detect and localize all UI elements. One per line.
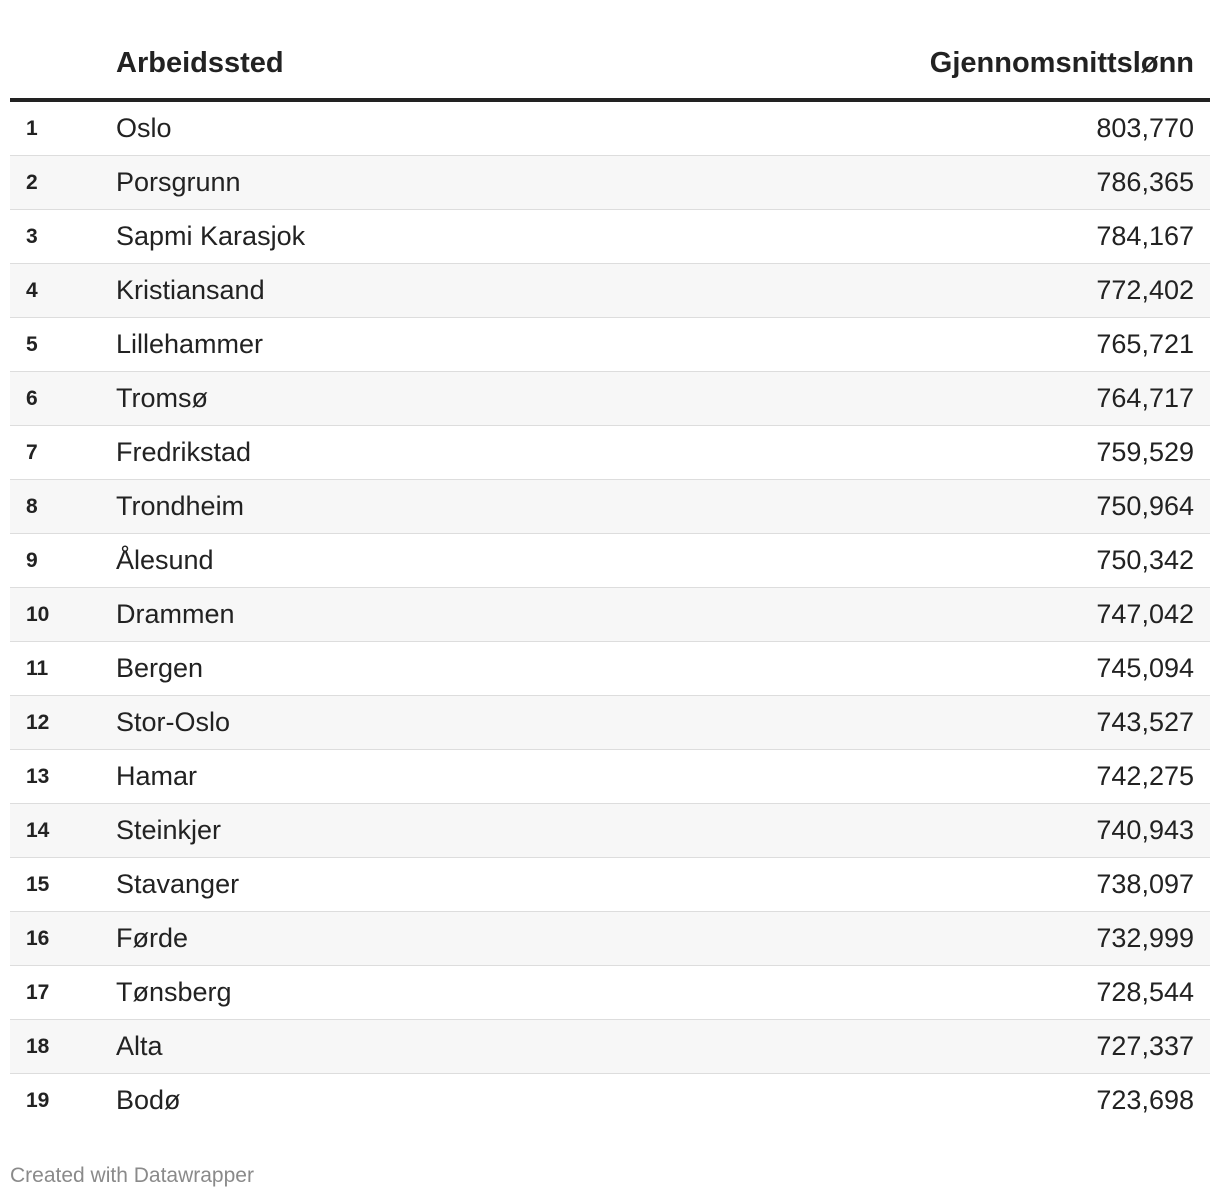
table-row: [10, 750, 1210, 804]
row-rank: 19: [26, 1089, 50, 1112]
table-row: [10, 534, 1210, 588]
table-header: [10, 0, 1210, 102]
table-body: [10, 102, 1210, 1127]
salary-table: [10, 0, 1210, 1127]
row-arbeidssted: Steinkjer: [116, 815, 222, 845]
row-gjennomsnittslonn: 784,167: [1096, 221, 1194, 251]
row-rank: 7: [26, 441, 38, 464]
row-arbeidssted: Alta: [116, 1031, 163, 1061]
table-row: [10, 156, 1210, 210]
table-row: [10, 318, 1210, 372]
table-row: [10, 102, 1210, 156]
row-rank: 13: [26, 765, 50, 788]
row-gjennomsnittslonn: 742,275: [1096, 761, 1194, 791]
row-gjennomsnittslonn: 728,544: [1096, 977, 1194, 1007]
table-row: [10, 642, 1210, 696]
row-rank: 16: [26, 927, 50, 950]
table-row: [10, 372, 1210, 426]
row-arbeidssted: Bodø: [116, 1085, 181, 1115]
row-arbeidssted: Tønsberg: [116, 977, 232, 1007]
row-arbeidssted: Sapmi Karasjok: [116, 221, 306, 251]
row-rank: 14: [26, 819, 50, 842]
row-arbeidssted: Porsgrunn: [116, 167, 241, 197]
row-arbeidssted: Oslo: [116, 113, 172, 143]
row-arbeidssted: Drammen: [116, 599, 235, 629]
column-header-gjennomsnittslonn[interactable]: Gjennomsnittslønn: [929, 47, 1194, 79]
row-arbeidssted: Bergen: [116, 653, 204, 683]
table-row: [10, 912, 1210, 966]
column-header-arbeidssted[interactable]: Arbeidssted: [116, 47, 284, 79]
row-rank: 8: [26, 495, 38, 518]
table-row: [10, 264, 1210, 318]
row-rank: 9: [26, 549, 38, 572]
row-gjennomsnittslonn: 740,943: [1096, 815, 1194, 845]
row-arbeidssted: Trondheim: [116, 491, 245, 521]
row-gjennomsnittslonn: 750,342: [1096, 545, 1194, 575]
row-rank: 17: [26, 981, 50, 1004]
row-gjennomsnittslonn: 786,365: [1096, 167, 1194, 197]
row-gjennomsnittslonn: 750,964: [1096, 491, 1194, 521]
row-gjennomsnittslonn: 764,717: [1096, 383, 1194, 413]
row-arbeidssted: Tromsø: [116, 383, 208, 413]
table-row: [10, 804, 1210, 858]
table-row: [10, 426, 1210, 480]
table-row: [10, 858, 1210, 912]
row-rank: 5: [26, 333, 38, 356]
row-rank: 3: [26, 225, 38, 248]
row-rank: 10: [26, 603, 50, 626]
table-row: [10, 1020, 1210, 1074]
row-rank: 6: [26, 387, 38, 410]
row-rank: 4: [26, 279, 38, 302]
table-row: [10, 1074, 1210, 1127]
row-arbeidssted: Stavanger: [116, 869, 240, 899]
row-gjennomsnittslonn: 747,042: [1096, 599, 1194, 629]
row-gjennomsnittslonn: 743,527: [1096, 707, 1194, 737]
row-gjennomsnittslonn: 723,698: [1096, 1085, 1194, 1115]
row-arbeidssted: Hamar: [116, 761, 198, 791]
row-arbeidssted: Førde: [116, 923, 189, 953]
row-rank: 1: [26, 117, 38, 140]
row-gjennomsnittslonn: 765,721: [1096, 329, 1194, 359]
row-gjennomsnittslonn: 803,770: [1096, 113, 1194, 143]
datawrapper-credit: Created with Datawrapper: [10, 1164, 254, 1187]
row-gjennomsnittslonn: 745,094: [1096, 653, 1194, 683]
row-arbeidssted: Fredrikstad: [116, 437, 252, 467]
row-arbeidssted: Ålesund: [116, 545, 214, 575]
row-gjennomsnittslonn: 759,529: [1096, 437, 1194, 467]
table-row: [10, 588, 1210, 642]
row-arbeidssted: Lillehammer: [116, 329, 264, 359]
row-gjennomsnittslonn: 732,999: [1096, 923, 1194, 953]
table-row: [10, 696, 1210, 750]
row-gjennomsnittslonn: 772,402: [1096, 275, 1194, 305]
table-row: [10, 480, 1210, 534]
row-gjennomsnittslonn: 727,337: [1096, 1031, 1194, 1061]
row-arbeidssted: Stor-Oslo: [116, 707, 231, 737]
row-arbeidssted: Kristiansand: [116, 275, 265, 305]
row-rank: 15: [26, 873, 50, 896]
row-rank: 11: [26, 657, 49, 680]
row-rank: 18: [26, 1035, 50, 1058]
row-gjennomsnittslonn: 738,097: [1096, 869, 1194, 899]
table-row: [10, 210, 1210, 264]
row-rank: 2: [26, 171, 38, 194]
row-rank: 12: [26, 711, 50, 734]
table-row: [10, 966, 1210, 1020]
